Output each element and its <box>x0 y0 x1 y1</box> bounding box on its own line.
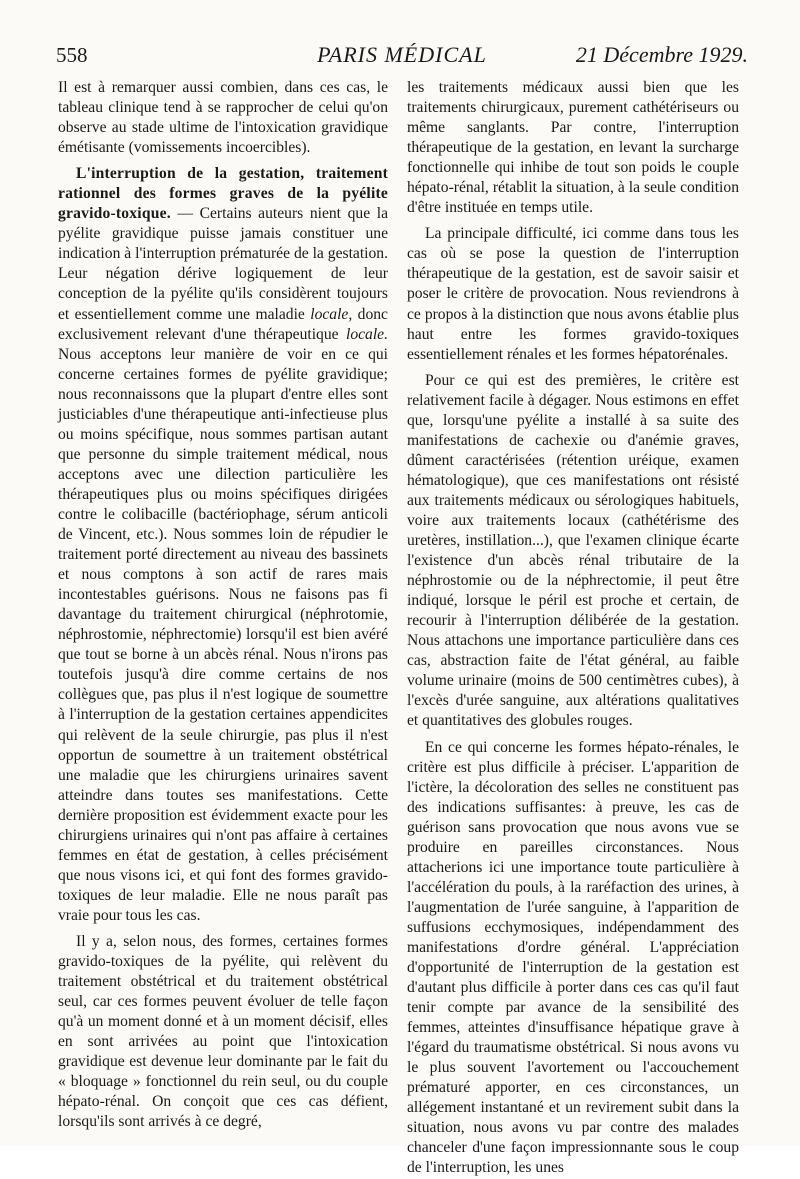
section-heading: L'interruption de la gestation, traitement rationnel des formes graves de la pyélite gravido-toxique. <box>58 165 388 223</box>
paragraph-continued: Il est à remarquer aussi combien, dans ces cas, le tableau clinique tend à se rapprocher de celui qu'on observe au stade ultime de l'intoxication gravidique émétisante (vomissements incoercibles). <box>58 79 388 157</box>
paragraph-premieres: Pour ce qui est des premières, le critère est relativement facile à dégager. Nous estimons en effet que, lorsqu'une pyélite a installé à sa suite des manifestations de cachexie ou d'anémie graves, dûment caractérisées (rétention uréique, examen hématologique), que ces manifestations ont résisté aux traitements médicaux ou sérologiques habituels, voire aux traitements locaux (cathétérisme des uretères, instillation...), que l'examen clinique écarte l'existence d'un abcès rénal tributaire de la néphrostomie ou de la néphrectomie, il peut être indiqué, lorsque le péril est proche et certain, de recourir à l'interruption délibérée de la gestation. Nous attachons une importance particulière dans ces cas, abstraction faite de l'état général, au faible volume urinaire (moins de 500 centimètres cubes), à l'excès d'urée sanguine, aux altérations qualitatives et quantitatives des globules rouges. <box>407 371 739 730</box>
issue-date: 21 Décembre 1929. <box>575 42 748 67</box>
paragraph-text: Nous acceptons leur manière de voir en ce qui concerne certaines formes de pyélite gravidique; nous reconnaissons que la plupart d'entre elles sont justiciables d'une thérapeutique anti-infectieuse plus ou moins spécifique, nous sommes partisan autant que personne du simple traitement médical, nous acceptons avec une dilection particulière les thérapeutiques plus ou moins spécifiques dirigées contre le colibacille (bactériophage, sérum anticoli de Vincent, etc.). Nous sommes loin de répudier le traitement porté directement au niveau des bassinets et nous comptons à son actif de rares mais incontestables guérisons. Nous ne faisons pas fi davantage du traitement chirurgical (néphrotomie, néphrostomie, néphrectomie) lorsqu'il est bien avéré que tout se borne à un abcès rénal. Nous n'irons pas toutefois jusqu'à dire comme certains de nos collègues que, pas plus il n'est logique de soumettre à l'interruption de la gestation certaines appendicites qui relèvent de la seule chirurgie, pas plus il n'est opportun de soumettre à un traitement obstétrical une maladie que les chirurgiens urinaires savent atteindre dans toutes ses manifestations. Cette dernière proposition est évidemment exacte pour les chirurgiens urinaires qui n'ont pas affaire à certaines femmes en état de gestation, à celles précisément que nous visons ici, et qui font des formes gravido-toxiques de leur maladie. Elle ne nous paraît pas vraie pour tous les cas. <box>58 345 388 924</box>
paragraph-hepato-renales: En ce qui concerne les formes hépato-rénales, le critère est plus difficile à préciser. L'apparition de l'ictère, la décoloration des selles ne constituent pas des indications suffisantes: à preuve, les cas de guérison sans provocation que nous avons vue se produire en pareilles circonstances. Nous attacherions ici une importance toute particulière à l'accélération du pouls, à la raréfaction des urines, à l'augmentation de l'urée sanguine, à l'apparition de suffusions ecchymosiques, indépendamment des manifestations d'ordre général. L'appréciation d'opportunité de l'interruption de la gestation est d'autant plus difficile à porter dans ces cas qu'il faut tenir compte par avance de la sensibilité des femmes, atteintes d'insuffisance hépatique grave à l'égard du traumatisme obstétrical. Si nous avons vu le plus souvent l'avortement ou l'accouchement prématuré apporter, en ces circonstances, un allégement instantané et un revirement subit dans la situation, nous avons vu par contre des malades chanceler d'une façon impressionnante sous le coup de l'interruption, les unes <box>407 738 739 1177</box>
emphasis-text: locale. <box>346 325 388 343</box>
paragraph-text: donc exclusivement relevant d'une thérapeutique <box>58 305 388 343</box>
journal-title: PARIS MÉDICAL <box>317 42 487 67</box>
page-header <box>56 38 748 72</box>
left-column <box>58 78 388 1132</box>
paragraph-formes: Il y a, selon nous, des formes, certaines formes gravido-toxiques de la pyélite, qui relèvent du traitement obstétrical et du traitement obstétrical seul, car ces formes peuvent évoluer de telle façon qu'à un moment donné et à un moment décisif, elles en sont arrivées au point que l'intoxication gravidique est devenue leur dominante par le fait du « bloquage » fonctionnel du rein seul, ou du couple hépato-rénal. On conçoit que ces cas défient, lorsqu'ils sont arrivés à ce degré, <box>58 932 388 1131</box>
right-column <box>407 78 739 1179</box>
paragraph-text: — Certains auteurs nient que la pyélite gravidique puisse jamais constituer une indication à l'interruption prématurée de la gestation. Leur négation dérive logiquement de leur conception de la pyélite qu'ils considèrent toujours et essentiellement comme une maladie <box>58 205 388 323</box>
paragraph-difficulte: La principale difficulté, ici comme dans tous les cas où se pose la question de l'interruption thérapeutique de la gestation, est de savoir saisir et poser le critère de provocation. Nous reviendrons à ce propos à la distinction que nous avons établie plus haut entre les formes gravido-toxiques essentiellement rénales et les formes hépatorénales. <box>407 225 739 363</box>
paragraph-continued: les traitements médicaux aussi bien que les traitements chirurgicaux, purement cathétériseurs ou même sanglants. Par contre, l'interruption thérapeutique de la gestation, en levant la surcharge fonctionnelle qui inhibe de tout son poids le couple hépato-rénal, rétablit la situation, à la seule condition d'être instituée en temps utile. <box>407 79 739 217</box>
emphasis-text: locale, <box>310 305 353 323</box>
page-number: 558 <box>56 43 88 67</box>
paragraph-interruption <box>58 164 388 926</box>
